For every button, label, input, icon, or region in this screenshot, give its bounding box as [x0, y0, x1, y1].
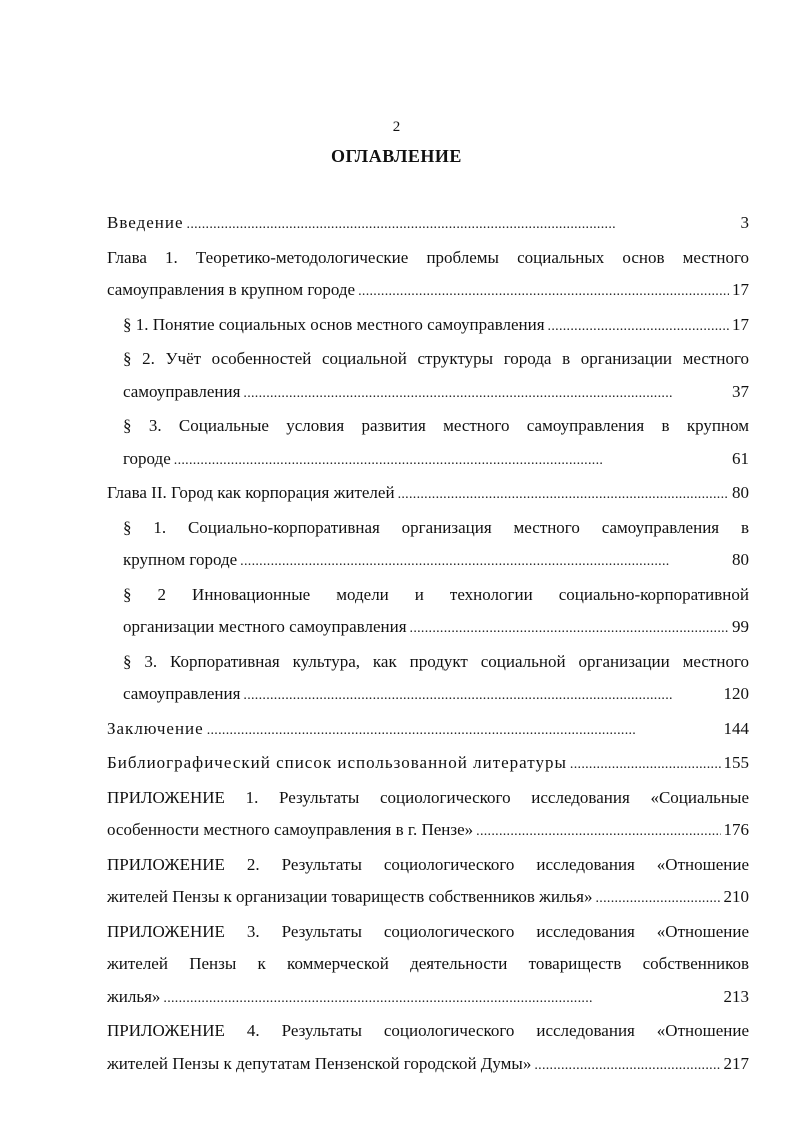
- dot-leader: [570, 747, 721, 782]
- toc-entry[interactable]: [107, 477, 749, 512]
- toc-page-number: 80: [732, 550, 749, 569]
- toc-entry[interactable]: [107, 207, 749, 242]
- toc-entry-text: § 1. Социально-корпоративная организация местного самоуправления в: [123, 517, 749, 537]
- toc-entry[interactable]: [107, 849, 749, 916]
- toc-entry-text: Введение: [107, 213, 184, 232]
- toc-entry-text: § 2. Учёт особенностей социальной структуры города в организации местного: [123, 349, 749, 368]
- toc-entry-text: ПРИЛОЖЕНИЕ 1. Результаты социологического исследования «Социальные: [107, 787, 749, 807]
- toc-entry-text: § 1. Понятие социальных основ местного самоуправления: [123, 314, 545, 334]
- toc-entry-text: Заключение: [107, 718, 204, 738]
- toc-entry[interactable]: [107, 747, 749, 782]
- toc-entry-text: ПРИЛОЖЕНИЕ 4. Результаты социологического исследования «Отношение: [107, 1021, 749, 1040]
- dot-leader: [243, 678, 720, 713]
- toc-entry[interactable]: [107, 1015, 749, 1082]
- toc-entry[interactable]: [107, 782, 749, 849]
- toc-page-number: 3: [740, 213, 749, 232]
- toc-page-number: 155: [723, 753, 749, 772]
- dot-leader: [476, 814, 720, 849]
- toc-page-number: 99: [732, 617, 749, 636]
- toc-page-number: 144: [723, 718, 749, 738]
- toc-entry-text: крупном городе: [123, 550, 238, 569]
- dot-leader: [163, 981, 720, 1016]
- toc-page-number: 17: [732, 280, 749, 299]
- toc-entry-text: ПРИЛОЖЕНИЕ 2. Результаты социологического исследования «Отношение: [107, 854, 749, 874]
- dot-leader: [207, 713, 721, 748]
- dot-leader: [548, 309, 729, 344]
- dot-leader: [596, 881, 721, 916]
- toc-entry-text: Библиографический список использованной литературы: [107, 753, 567, 772]
- toc-entry-text: самоуправления: [123, 684, 241, 703]
- toc-entry-text: жителей Пензы к депутатам Пензенской городской Думы»: [107, 1053, 532, 1073]
- dot-leader: [410, 611, 729, 646]
- toc-entry[interactable]: [107, 309, 749, 344]
- toc-page-number: 37: [732, 381, 749, 401]
- toc-page-number: 213: [723, 986, 749, 1006]
- dot-leader: [534, 1048, 720, 1083]
- toc-entry[interactable]: [107, 646, 749, 713]
- toc-entry-text: жителей Пензы к коммерческой деятельности товариществ собственников: [107, 954, 749, 973]
- page-title: ОГЛАВЛЕНИЕ: [331, 146, 462, 166]
- toc-entry-text: городе: [123, 448, 171, 468]
- dot-leader: [243, 376, 729, 411]
- toc-page-number: 120: [723, 684, 749, 703]
- toc-entry[interactable]: [107, 512, 749, 579]
- toc-page-number: 80: [732, 483, 749, 502]
- dot-leader: [240, 544, 729, 579]
- toc-page-number: 210: [723, 887, 749, 906]
- toc-entry-text: ПРИЛОЖЕНИЕ 3. Результаты социологического исследования «Отношение: [107, 921, 749, 941]
- toc-page-number: 217: [723, 1053, 749, 1073]
- dot-leader: [398, 477, 729, 512]
- toc-page-number: 17: [732, 314, 749, 334]
- toc-entry[interactable]: [107, 343, 749, 410]
- toc-entry-text: § 3. Корпоративная культура, как продукт социальной организации местного: [123, 651, 749, 671]
- toc-entry-text: § 3. Социальные условия развития местного самоуправления в крупном: [123, 416, 749, 435]
- toc-entry-text: § 2 Инновационные модели и технологии социально-корпоративной: [123, 584, 749, 604]
- toc-entry-text: Глава 1. Теоретико-методологические проблемы социальных основ местного: [107, 247, 749, 267]
- toc-entry-text: самоуправления: [123, 381, 241, 401]
- table-of-contents: [107, 207, 749, 1082]
- toc-entry[interactable]: [107, 916, 749, 1016]
- dot-leader: [174, 443, 729, 478]
- toc-entry[interactable]: [107, 410, 749, 477]
- toc-entry[interactable]: [107, 579, 749, 646]
- toc-page-number: 61: [732, 448, 749, 468]
- toc-entry-text: Глава II. Город как корпорация жителей: [107, 483, 395, 502]
- toc-page-number: 176: [723, 820, 749, 839]
- toc-entry-text: жителей Пензы к организации товариществ собственников жилья»: [107, 887, 593, 906]
- dot-leader: [187, 207, 738, 242]
- toc-entry-text: жилья»: [107, 986, 161, 1006]
- toc-entry[interactable]: [107, 242, 749, 309]
- toc-entry-text: самоуправления в крупном городе: [107, 280, 356, 299]
- dot-leader: [358, 274, 729, 309]
- toc-entry-text: особенности местного самоуправления в г. Пензе»: [107, 820, 474, 839]
- toc-entry[interactable]: [107, 713, 749, 748]
- toc-entry-text: организации местного самоуправления: [123, 617, 407, 636]
- page-number: 2: [392, 119, 401, 135]
